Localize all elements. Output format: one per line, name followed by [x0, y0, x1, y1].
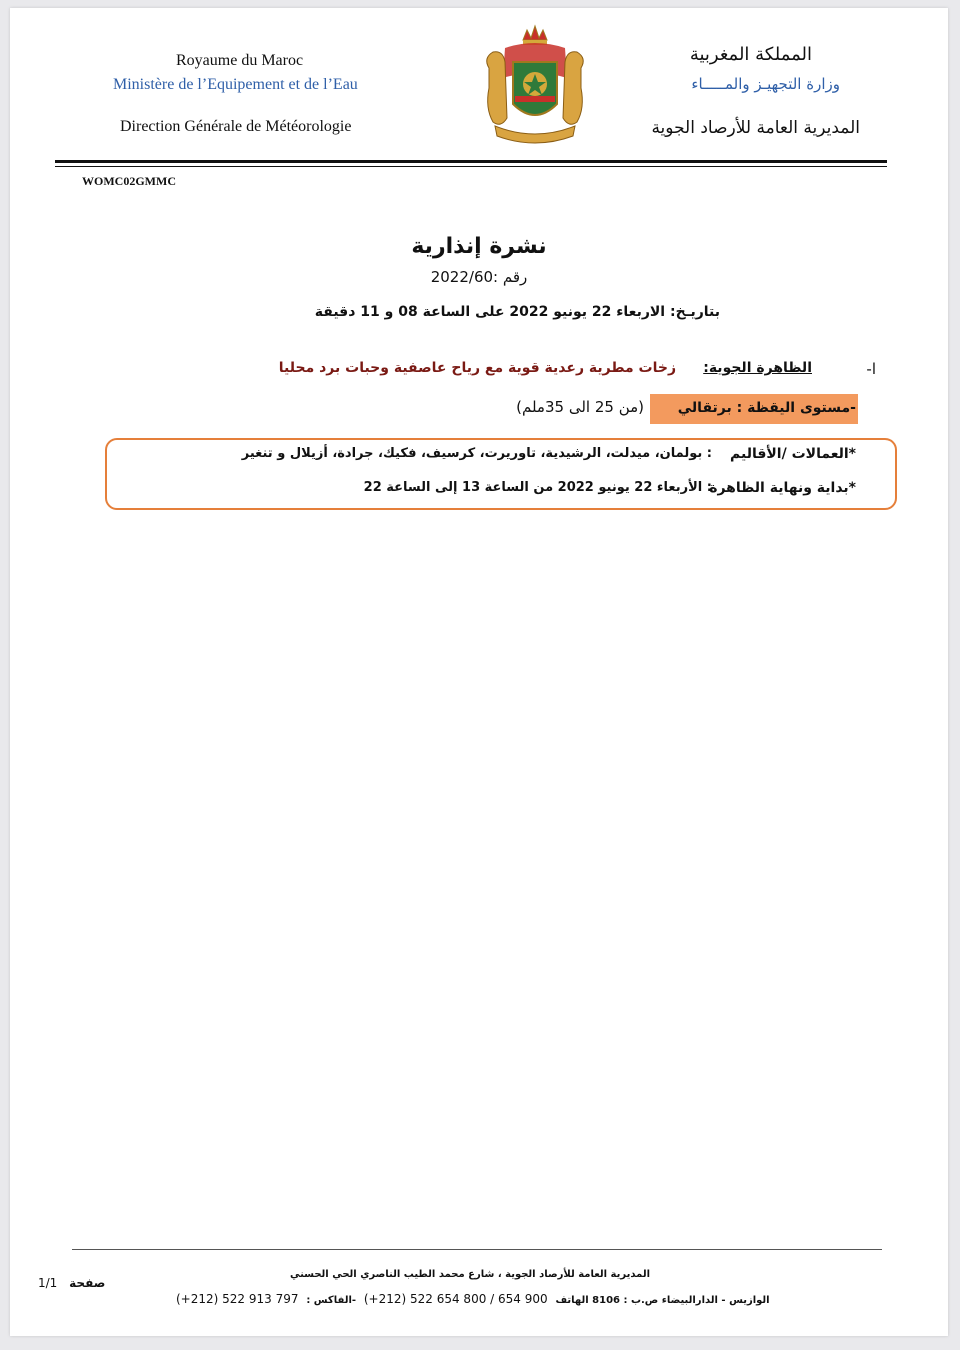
bulletin-number: رقم :2022/60	[430, 268, 528, 286]
header-ministry-fr: Ministère de l’Equipement et de l’Eau	[113, 76, 358, 93]
header-direction-fr: Direction Générale de Météorologie	[120, 118, 352, 135]
footer-divider	[72, 1249, 882, 1250]
footer-contact-ar: الوازيس - الدارالبيضاء ص.ب : 8106 الهاتف	[555, 1295, 770, 1306]
footer-contact	[176, 1292, 770, 1306]
phenomenon-value: زخات مطرية رعدية قوية مع رياح عاصفية وحبات برد محليا	[278, 360, 676, 376]
time-label: *بداية ونهاية الظاهرة	[709, 480, 856, 496]
document-code: WOMC02GMMC	[82, 174, 176, 188]
provinces-value: : بولمان، ميدلت، الرشيدية، تاوريرت، كرسيف، فكيك، جرادة، أزيلال و تنغير	[241, 446, 712, 461]
footer-page-label: صفحة	[69, 1276, 106, 1290]
footer-fax-label: -الفاكس :	[306, 1295, 357, 1306]
header-kingdom-ar: المملكة المغربية	[689, 44, 812, 65]
header-divider-thin	[55, 166, 887, 167]
header-kingdom-fr: Royaume du Maroc	[176, 52, 304, 69]
header-ministry-ar: وزارة التجهيـز والمـــــاء	[691, 75, 840, 93]
time-value: : الأربعاء 22 يونيو 2022 من الساعة 13 إلى الساعة 22	[363, 480, 712, 495]
vigilance-value: (من 25 الى 35ملم)	[516, 398, 644, 416]
footer-address: المديرية العامة للأرصاد الجوية ، شارع محمد الطيب الناصري الحي الحسني	[289, 1269, 650, 1280]
section-index: ا-	[866, 360, 876, 378]
document-page	[10, 8, 948, 1336]
header-divider-thick	[55, 160, 887, 163]
bulletin-title: نشرة إنذارية	[411, 234, 547, 259]
vigilance-label: -مستوى اليقظة : برتقالي	[677, 400, 856, 416]
footer-page-number: 1/1	[38, 1276, 58, 1290]
footer-fax-number: (+212) 522 913 797	[176, 1292, 299, 1306]
morocco-coat-of-arms-icon	[475, 18, 595, 148]
phenomenon-label: الظاهرة الجوية:	[703, 360, 812, 376]
provinces-label: *العمالات /الأقاليم	[730, 446, 856, 462]
bulletin-date: بتاريـخ: الاربعاء 22 يونيو 2022 على الساعة 08 و 11 دقيقة	[314, 304, 720, 320]
header-direction-ar: المديرية العامة للأرصاد الجوية	[651, 118, 860, 138]
footer-phone: (+212) 522 654 800 / 654 900	[363, 1292, 548, 1306]
footer-page	[38, 1276, 105, 1290]
